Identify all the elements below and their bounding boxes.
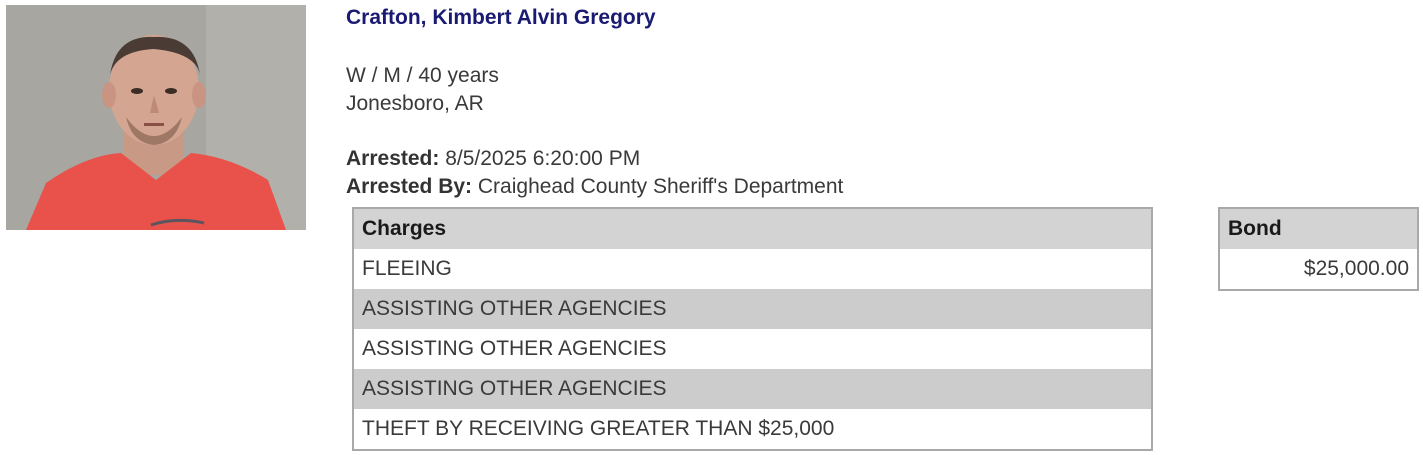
charge-row: FLEEING	[362, 257, 452, 280]
bond-amount: $25,000.00	[1303, 257, 1409, 280]
inmate-details	[346, 62, 499, 118]
bond-table	[1218, 207, 1419, 291]
arresting-agency: Craighead County Sheriff's Department	[477, 175, 844, 198]
arrested-by-label: Arrested By:	[346, 175, 473, 198]
arrested-label: Arrested:	[346, 147, 440, 170]
charge-row: ASSISTING OTHER AGENCIES	[354, 369, 1151, 409]
charge-row: ASSISTING OTHER AGENCIES	[362, 337, 667, 360]
demographics: W / M / 40 years	[346, 64, 499, 87]
mugshot-photo	[6, 5, 306, 230]
bond-header: Bond	[1220, 209, 1417, 249]
arrested-by-line	[346, 173, 843, 201]
charges-table	[352, 207, 1153, 451]
home-location: Jonesboro, AR	[346, 92, 484, 115]
charge-row: ASSISTING OTHER AGENCIES	[354, 289, 1151, 329]
charge-row: THEFT BY RECEIVING GREATER THAN $25,000	[362, 417, 835, 440]
arrest-info	[346, 145, 843, 201]
arrested-date: 8/5/2025 6:20:00 PM	[445, 147, 641, 170]
arrested-line	[346, 145, 843, 173]
charges-header: Charges	[354, 209, 1151, 249]
inmate-name: Crafton, Kimbert Alvin Gregory	[346, 6, 656, 29]
